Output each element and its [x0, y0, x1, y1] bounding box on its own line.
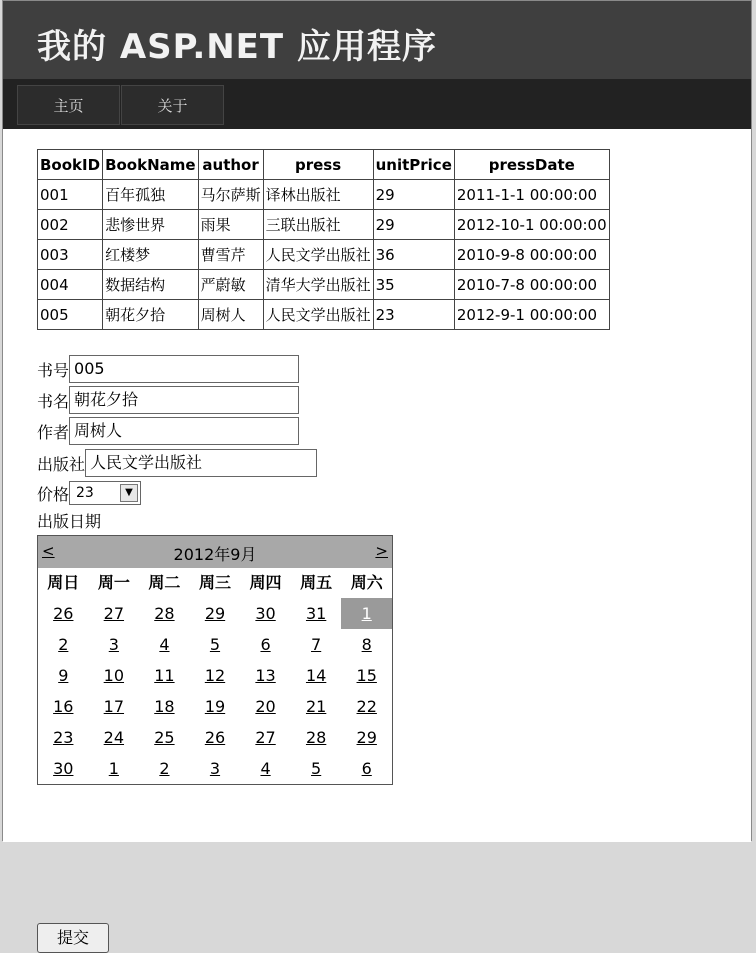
weekday-label: 周一 [97, 573, 130, 592]
calendar-day[interactable]: 29 [356, 728, 377, 747]
book-no-input[interactable]: 005 [69, 355, 299, 383]
table-row [38, 270, 610, 300]
calendar-day[interactable]: 17 [103, 697, 125, 716]
press-row [37, 449, 317, 477]
calendar-day[interactable]: 31 [305, 604, 327, 623]
press-input[interactable]: 人民文学出版社 [85, 449, 317, 477]
table-cell: 005 [38, 300, 103, 330]
weekday-label: 周二 [148, 573, 181, 592]
calendar-day[interactable]: 23 [53, 728, 74, 747]
table-cell: 人民文学出版社 [263, 240, 373, 270]
table-cell: 35 [373, 270, 454, 300]
site-header [3, 1, 751, 80]
table-cell: 29 [373, 210, 454, 240]
col-header: pressDate [454, 150, 609, 180]
table-cell: 曹雪芹 [198, 240, 263, 270]
table-cell: 朝花夕拾 [103, 300, 199, 330]
calendar-day[interactable]: 5 [209, 635, 221, 654]
table-row [38, 210, 610, 240]
weekday-label: 周五 [300, 573, 333, 592]
date-calendar [37, 535, 393, 785]
table-cell: 2010-7-8 00:00:00 [454, 270, 609, 300]
calendar-day[interactable]: 30 [53, 759, 74, 778]
table-row [38, 300, 610, 330]
main-content [3, 129, 751, 947]
calendar-day[interactable]: 15 [356, 666, 377, 685]
calendar-day[interactable]: 7 [311, 635, 322, 654]
table-cell: 2012-9-1 00:00:00 [454, 300, 609, 330]
calendar-day[interactable]: 18 [154, 697, 175, 716]
weekday-label: 周四 [249, 573, 282, 592]
press-label: 出版社 [37, 454, 86, 474]
calendar-day[interactable]: 29 [204, 604, 226, 623]
price-select[interactable] [69, 481, 141, 505]
calendar-day[interactable]: 25 [154, 728, 175, 747]
calendar-day[interactable]: 10 [103, 666, 125, 685]
calendar-day[interactable]: 26 [204, 728, 226, 747]
calendar-day[interactable]: 22 [356, 697, 377, 716]
table-cell: 2011-1-1 00:00:00 [454, 180, 609, 210]
calendar-day[interactable]: 27 [103, 604, 125, 623]
calendar-day[interactable]: 3 [108, 635, 119, 654]
calendar-day[interactable]: 19 [204, 697, 226, 716]
col-header: author [198, 150, 263, 180]
table-cell: 雨果 [198, 210, 263, 240]
date-label: 出版日期 [37, 512, 102, 531]
books-table [37, 149, 610, 330]
table-cell: 清华大学出版社 [263, 270, 373, 300]
calendar-day[interactable]: 8 [361, 635, 372, 654]
author-input[interactable]: 周树人 [69, 417, 299, 445]
book-no-row [37, 355, 299, 383]
table-cell: 严蔚敏 [198, 270, 263, 300]
calendar-day[interactable]: 28 [305, 728, 327, 747]
col-header: BookID [38, 150, 103, 180]
calendar-day[interactable]: 3 [209, 759, 221, 778]
date-label-row [37, 509, 101, 532]
calendar-day[interactable]: 20 [255, 697, 276, 716]
book-name-input[interactable]: 朝花夕拾 [69, 386, 299, 414]
calendar-day[interactable]: 4 [159, 635, 170, 654]
calendar-header [38, 536, 392, 568]
book-name-row [37, 386, 299, 414]
calendar-day[interactable]: 13 [255, 666, 276, 685]
table-cell: 003 [38, 240, 103, 270]
table-cell: 29 [373, 180, 454, 210]
author-row [37, 417, 299, 445]
calendar-day[interactable]: 14 [305, 666, 327, 685]
table-cell: 红楼梦 [103, 240, 199, 270]
table-cell: 001 [38, 180, 103, 210]
calendar-day[interactable]: 27 [255, 728, 276, 747]
calendar-day[interactable]: 16 [53, 697, 74, 716]
calendar-title: 2012年9月 [173, 545, 257, 564]
table-cell: 数据结构 [103, 270, 199, 300]
calendar-day[interactable]: 6 [260, 635, 271, 654]
menu-item-about[interactable]: 关于 [121, 85, 224, 125]
table-cell: 译林出版社 [263, 180, 373, 210]
table-cell: 三联出版社 [263, 210, 373, 240]
col-header: unitPrice [373, 150, 454, 180]
weekday-label: 周三 [198, 573, 231, 592]
calendar-day-selected[interactable]: 1 [341, 598, 392, 629]
calendar-day[interactable]: 1 [108, 759, 119, 778]
calendar-day[interactable]: 12 [204, 666, 226, 685]
calendar-next-link[interactable]: > [375, 542, 388, 560]
calendar-grid [38, 568, 392, 784]
calendar-prev-link[interactable]: < [42, 542, 55, 560]
calendar-day[interactable]: 4 [260, 759, 271, 778]
table-cell: 36 [373, 240, 454, 270]
author-label: 作者 [37, 422, 70, 442]
table-cell: 人民文学出版社 [263, 300, 373, 330]
menu-item-home[interactable]: 主页 [17, 85, 120, 125]
table-header-row [38, 150, 610, 180]
table-cell: 悲惨世界 [103, 210, 199, 240]
col-header: press [263, 150, 373, 180]
table-cell: 23 [373, 300, 454, 330]
calendar-day[interactable]: 26 [53, 604, 74, 623]
table-cell: 百年孤独 [103, 180, 199, 210]
table-cell: 2012-10-1 00:00:00 [454, 210, 609, 240]
price-label: 价格 [37, 484, 70, 504]
calendar-day[interactable]: 9 [58, 666, 69, 685]
table-row [38, 180, 610, 210]
book-no-label: 书号 [37, 360, 70, 380]
calendar-day[interactable]: 2 [159, 759, 170, 778]
table-cell: 马尔萨斯 [198, 180, 263, 210]
weekday-label: 周日 [47, 573, 80, 592]
book-name-label: 书名 [37, 391, 70, 411]
calendar-day[interactable]: 30 [255, 604, 276, 623]
table-cell: 2010-9-8 00:00:00 [454, 240, 609, 270]
calendar-day[interactable]: 21 [305, 697, 327, 716]
calendar-day[interactable]: 28 [154, 604, 175, 623]
col-header: BookName [103, 150, 199, 180]
table-row [38, 240, 610, 270]
calendar-day[interactable]: 5 [311, 759, 322, 778]
site-title: 我的 ASP.NET 应用程序 [37, 27, 437, 67]
browser-page [2, 0, 752, 947]
table-cell: 002 [38, 210, 103, 240]
calendar-day[interactable]: 2 [58, 635, 69, 654]
table-cell: 004 [38, 270, 103, 300]
chevron-down-icon[interactable]: ▼ [120, 484, 138, 502]
calendar-day[interactable]: 24 [103, 728, 125, 747]
calendar-day[interactable]: 11 [154, 666, 175, 685]
price-select-value: 23 [76, 485, 94, 501]
weekday-label: 周六 [350, 573, 383, 592]
submit-button[interactable]: 提交 [37, 923, 109, 953]
price-row [37, 481, 141, 505]
calendar-day[interactable]: 6 [361, 759, 372, 778]
nav-menu [3, 79, 751, 129]
table-cell: 周树人 [198, 300, 263, 330]
